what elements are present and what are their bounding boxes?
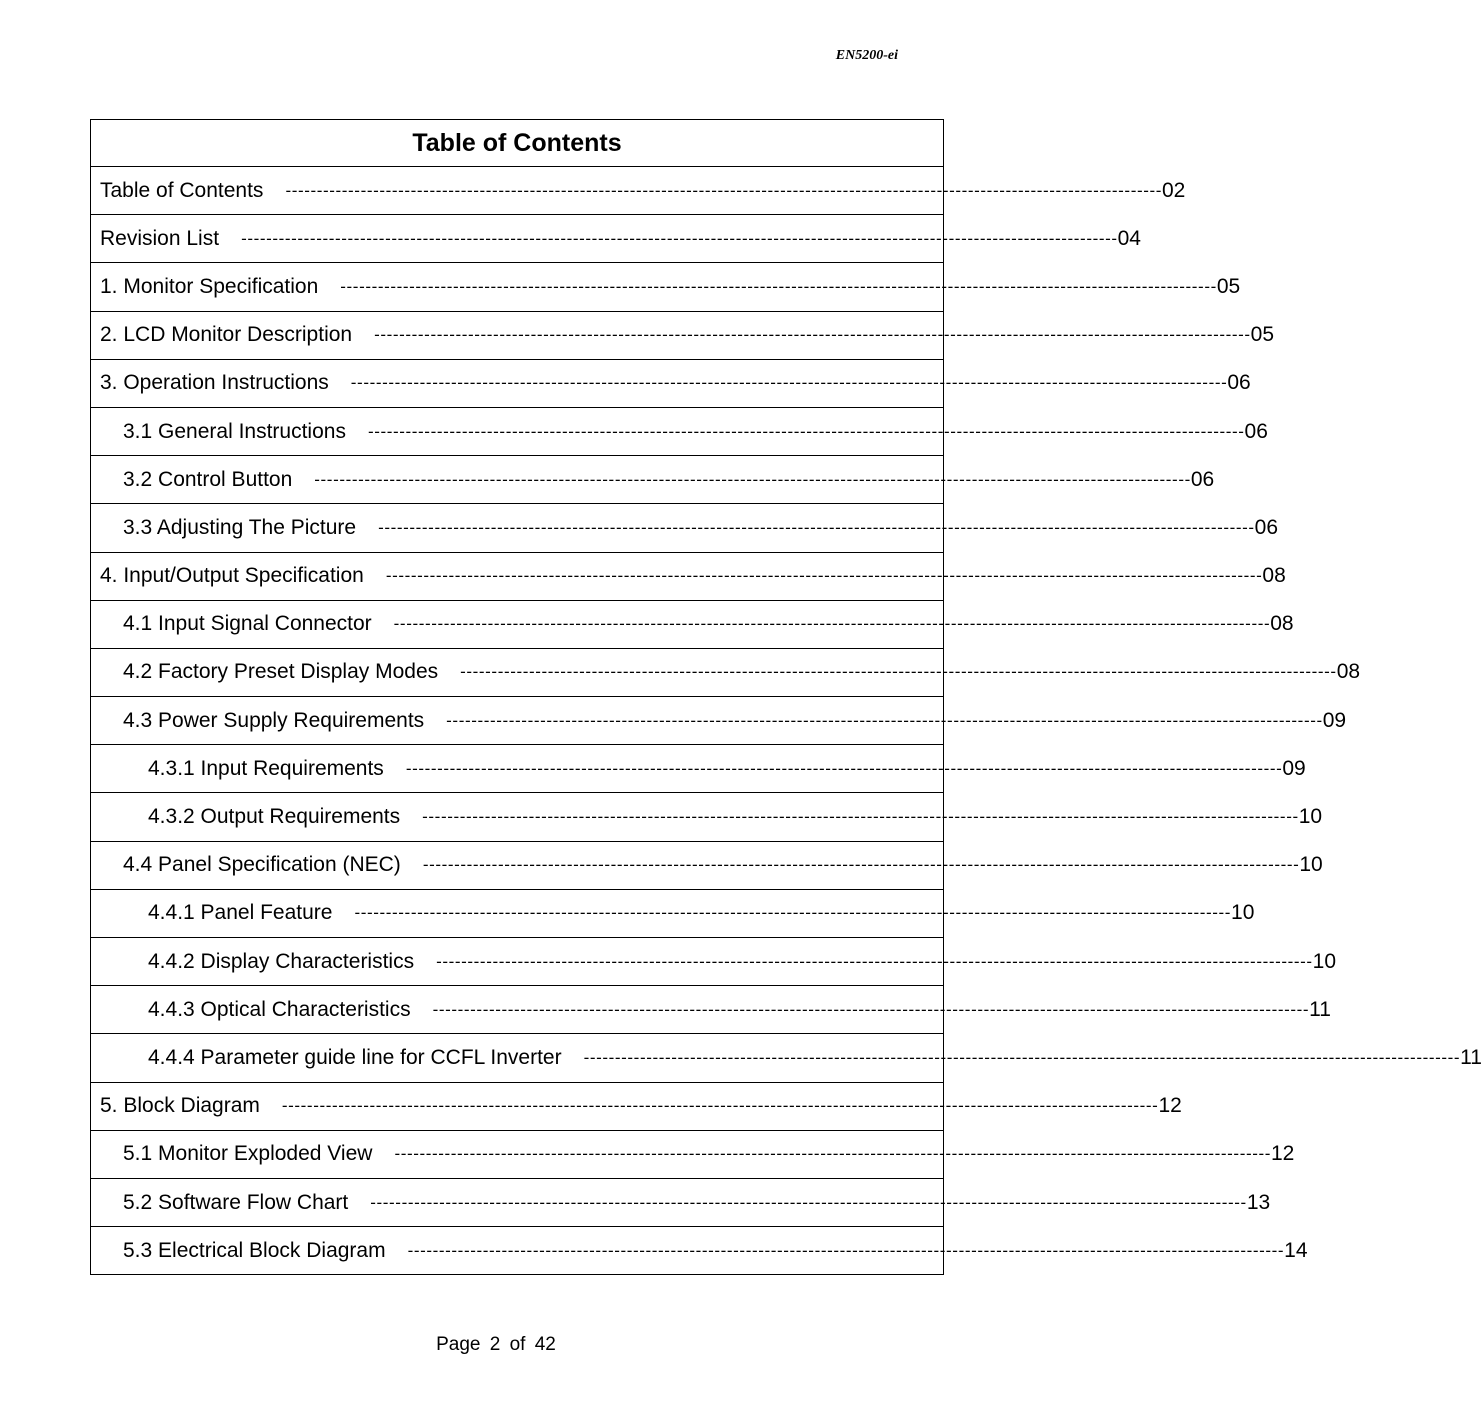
document-id: EN5200-ei xyxy=(835,48,898,63)
toc-title: Table of Contents xyxy=(91,120,943,167)
toc-entry xyxy=(91,745,1306,793)
toc-leader-dashes: -------------------------------------------------------------------------------------------------------------------------------------------- xyxy=(394,1144,1271,1164)
toc-entry-label: 4.4.3 Optical Characteristics xyxy=(148,997,411,1021)
toc-entry xyxy=(91,1131,1295,1179)
toc-entry xyxy=(91,408,1268,456)
toc-entry-page: 08 xyxy=(1262,564,1286,588)
toc-entry-label: 4.4.4 Parameter guide line for CCFL Inverter xyxy=(148,1045,562,1069)
toc-entry-label: 5.1 Monitor Exploded View xyxy=(123,1142,373,1166)
toc-leader-dashes: -------------------------------------------------------------------------------------------------------------------------------------------- xyxy=(422,807,1299,827)
toc-entry-page: 06 xyxy=(1254,515,1279,539)
toc-entry xyxy=(91,697,1347,745)
toc-entry-label: 4.4.1 Panel Feature xyxy=(148,901,333,925)
toc-entry-label: 5. Block Diagram xyxy=(100,1094,260,1118)
toc-entry-page: 10 xyxy=(1299,853,1323,877)
toc-entry-page: 04 xyxy=(1117,226,1141,250)
toc-entry-page: 14 xyxy=(1284,1238,1308,1262)
toc-entry-page: 05 xyxy=(1216,274,1241,298)
toc-entry xyxy=(91,938,1337,986)
toc-entry xyxy=(91,649,1361,697)
toc-entry xyxy=(91,167,1186,215)
toc-leader-dashes: -------------------------------------------------------------------------------------------------------------------------------------------- xyxy=(407,1240,1285,1260)
toc-entry-page: 11 xyxy=(1460,1045,1482,1069)
toc-entry xyxy=(91,890,1255,938)
toc-leader-dashes: -------------------------------------------------------------------------------------------------------------------------------------------- xyxy=(583,1047,1461,1067)
toc-entry-page: 09 xyxy=(1322,708,1347,732)
toc-entries xyxy=(91,167,1482,1275)
toc-entry xyxy=(91,456,1215,504)
toc-entry-page: 06 xyxy=(1227,371,1251,395)
toc-entry-label: 4. Input/Output Specification xyxy=(100,564,364,588)
toc-entry-page: 08 xyxy=(1270,612,1294,636)
toc-entry-label: 4.4 Panel Specification (NEC) xyxy=(123,853,401,877)
toc-entry-page: 06 xyxy=(1190,467,1215,491)
toc-entry-label: 4.3.1 Input Requirements xyxy=(148,756,384,780)
toc-leader-dashes: -------------------------------------------------------------------------------------------------------------------------------------------- xyxy=(378,517,1255,537)
toc-leader-dashes: -------------------------------------------------------------------------------------------------------------------------------------------- xyxy=(281,1096,1159,1116)
toc-entry-page: 08 xyxy=(1336,660,1361,684)
toc-leader-dashes: -------------------------------------------------------------------------------------------------------------------------------------------- xyxy=(422,855,1300,875)
toc-entry-page: 12 xyxy=(1271,1142,1295,1166)
toc-entry-page: 10 xyxy=(1231,901,1255,925)
toc-entry-label: 3. Operation Instructions xyxy=(100,371,329,395)
toc-entry-page: 06 xyxy=(1244,419,1268,443)
toc-leader-dashes: -------------------------------------------------------------------------------------------------------------------------------------------- xyxy=(314,469,1191,489)
toc-leader-dashes: -------------------------------------------------------------------------------------------------------------------------------------------- xyxy=(370,1192,1247,1212)
toc-entry-page: 10 xyxy=(1298,805,1323,829)
toc-entry-label: Table of Contents xyxy=(100,178,264,202)
toc-entry-label: 3.3 Adjusting The Picture xyxy=(123,515,357,539)
toc-entry xyxy=(91,360,1251,408)
toc-entry xyxy=(91,263,1241,311)
table-of-contents xyxy=(90,119,1482,1275)
toc-entry-label: 2. LCD Monitor Description xyxy=(100,323,353,347)
toc-leader-dashes: -------------------------------------------------------------------------------------------------------------------------------------------- xyxy=(436,951,1313,971)
toc-entry xyxy=(91,312,1275,360)
toc-entry-label: 1. Monitor Specification xyxy=(100,274,319,298)
toc-entry xyxy=(91,553,1286,601)
toc-entry-page: 09 xyxy=(1282,756,1306,780)
toc-entry-label: 4.3.2 Output Requirements xyxy=(148,805,401,829)
toc-entry xyxy=(91,1179,1271,1227)
toc-leader-dashes: -------------------------------------------------------------------------------------------------------------------------------------------- xyxy=(285,180,1162,200)
toc-entry-label: 5.3 Electrical Block Diagram xyxy=(123,1238,386,1262)
toc-entry-label: Revision List xyxy=(100,226,220,250)
toc-leader-dashes: -------------------------------------------------------------------------------------------------------------------------------------------- xyxy=(354,903,1232,923)
toc-entry-page: 05 xyxy=(1250,323,1275,347)
toc-entry xyxy=(91,1083,1182,1131)
toc-leader-dashes: -------------------------------------------------------------------------------------------------------------------------------------------- xyxy=(385,566,1263,586)
toc-entry-label: 3.1 General Instructions xyxy=(123,419,346,443)
toc-entry-label: 5.2 Software Flow Chart xyxy=(123,1190,349,1214)
toc-leader-dashes: -------------------------------------------------------------------------------------------------------------------------------------------- xyxy=(340,276,1217,296)
toc-entry-page: 02 xyxy=(1162,178,1186,202)
toc-entry xyxy=(91,1227,1308,1275)
toc-entry-label: 3.2 Control Button xyxy=(123,467,293,491)
toc-leader-dashes: -------------------------------------------------------------------------------------------------------------------------------------------- xyxy=(432,999,1310,1019)
toc-entry-label: 4.4.2 Display Characteristics xyxy=(148,949,415,973)
toc-leader-dashes: -------------------------------------------------------------------------------------------------------------------------------------------- xyxy=(374,325,1251,345)
toc-entry xyxy=(91,986,1331,1034)
toc-entry xyxy=(91,1034,1482,1082)
toc-leader-dashes: -------------------------------------------------------------------------------------------------------------------------------------------- xyxy=(350,373,1228,393)
toc-entry xyxy=(91,601,1294,649)
toc-entry xyxy=(91,842,1323,890)
toc-entry xyxy=(91,504,1279,552)
toc-entry-label: 4.1 Input Signal Connector xyxy=(123,612,372,636)
toc-entry xyxy=(91,215,1141,263)
toc-leader-dashes: -------------------------------------------------------------------------------------------------------------------------------------------- xyxy=(241,228,1118,248)
toc-leader-dashes: -------------------------------------------------------------------------------------------------------------------------------------------- xyxy=(446,710,1323,730)
toc-leader-dashes: -------------------------------------------------------------------------------------------------------------------------------------------- xyxy=(367,421,1245,441)
page-number: Page 2 of 42 xyxy=(436,1334,556,1355)
toc-leader-dashes: -------------------------------------------------------------------------------------------------------------------------------------------- xyxy=(393,614,1271,634)
toc-entry-label: 4.2 Factory Preset Display Modes xyxy=(123,660,439,684)
toc-leader-dashes: -------------------------------------------------------------------------------------------------------------------------------------------- xyxy=(405,758,1283,778)
toc-entry-page: 13 xyxy=(1246,1190,1271,1214)
toc-entry-page: 11 xyxy=(1309,997,1331,1021)
toc-entry-label: 4.3 Power Supply Requirements xyxy=(123,708,425,732)
toc-leader-dashes: -------------------------------------------------------------------------------------------------------------------------------------------- xyxy=(460,662,1337,682)
toc-entry-page: 10 xyxy=(1312,949,1337,973)
toc-entry xyxy=(91,793,1323,841)
toc-entry-page: 12 xyxy=(1158,1094,1182,1118)
